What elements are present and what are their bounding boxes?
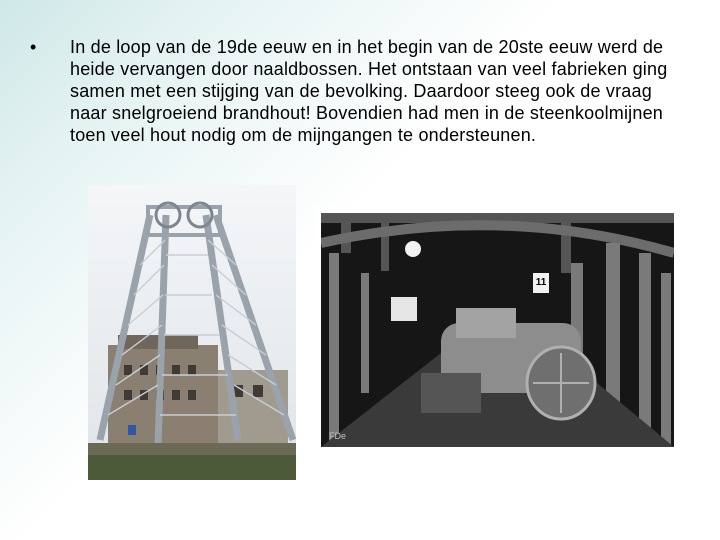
mine-tunnel-photo — [315, 207, 680, 453]
tunnel-sign-number: 11 — [533, 273, 549, 293]
mine-headframe-photo — [88, 185, 296, 480]
bullet-marker: • — [30, 37, 37, 57]
mine-headframe-illustration — [88, 185, 296, 480]
bullet-text: In de loop van de 19de eeuw en in het begin van de 20ste eeuw werd de heide vervangen door naaldbossen. Het ontstaan van veel fabrieken ging samen met een stijging van de bevolking. Daardoor steeg ook de vraag naar snelgroeiend brandhout! Bovendien had men in de steenkoolmijnen toen veel hout nodig om de mijngangen te ondersteunen. — [70, 37, 668, 145]
photo-watermark: FDe — [329, 431, 347, 441]
mine-tunnel-frame — [321, 213, 674, 447]
mine-tunnel-illustration — [321, 213, 674, 447]
bullet-item — [30, 36, 680, 146]
